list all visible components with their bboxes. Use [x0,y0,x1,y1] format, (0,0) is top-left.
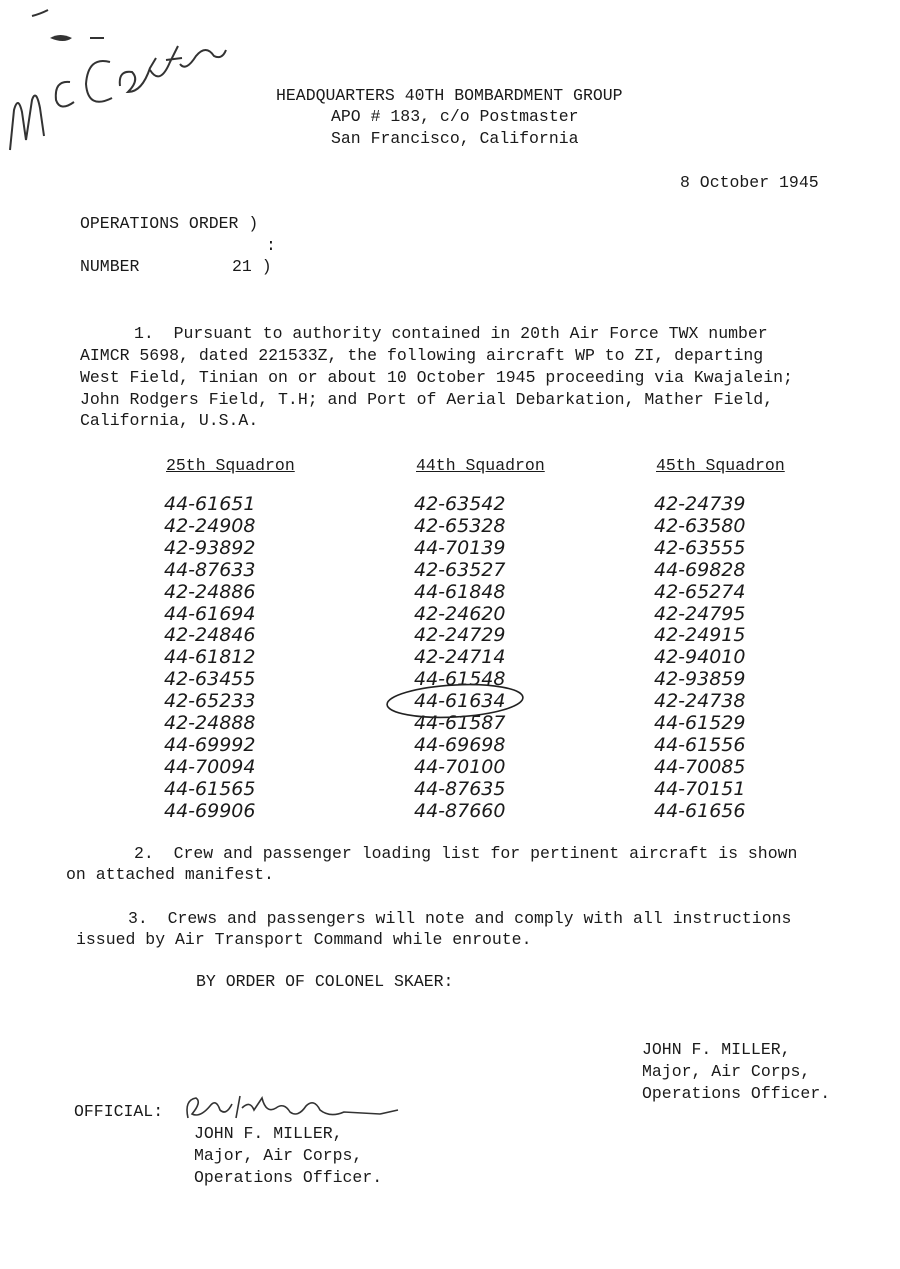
aircraft-serial: 42-63580 [654,514,746,537]
by-order-line: BY ORDER OF COLONEL SKAER: [196,972,454,991]
official-name: JOHN F. MILLER, [194,1124,343,1143]
header-line-3: San Francisco, California [331,129,579,148]
aircraft-serial: 44-61651 [164,493,256,515]
aircraft-serial: 44-70094 [164,755,256,778]
aircraft-serial: 42-65328 [414,514,506,537]
order-number-value: 21 ) [232,257,272,276]
aircraft-serial: 44-61529 [654,712,746,734]
aircraft-serial: 44-61848 [414,580,506,603]
aircraft-serial: 44-61565 [164,777,256,800]
aircraft-serial: 42-24714 [414,646,506,669]
aircraft-serial: 42-24620 [414,602,506,625]
official-label: OFFICIAL: [74,1102,164,1121]
signer-rank: Major, Air Corps, [642,1062,811,1081]
aircraft-serial: 42-93892 [164,536,256,559]
aircraft-serial: 44-87633 [164,558,256,581]
para1-line-4: John Rodgers Field, T.H; and Port of Aerial Debarkation, Mather Field, [80,390,774,409]
aircraft-serial: 44-61694 [164,602,256,625]
order-colon: : [266,236,276,255]
aircraft-serial: 44-61656 [654,799,746,822]
signer-name: JOHN F. MILLER, [642,1040,791,1059]
aircraft-serial: 42-24888 [164,712,256,734]
aircraft-serial: 44-61587 [414,712,506,734]
squadron-45-header: 45th Squadron [656,456,785,475]
aircraft-serial: 42-65233 [164,690,256,713]
document-date: 8 October 1945 [680,173,819,192]
operations-order-label: OPERATIONS ORDER ) [80,214,259,233]
aircraft-serial: 44-70139 [414,536,506,559]
para1-line-3: West Field, Tinian on or about 10 October 1945 proceeding via Kwajalein; [80,368,793,387]
aircraft-serial: 42-94010 [654,646,746,669]
para3-line-2: issued by Air Transport Command while enroute. [76,930,532,949]
aircraft-serial: 42-24886 [164,580,256,603]
aircraft-serial: 42-63555 [654,536,746,559]
para3-line-1: 3. Crews and passengers will note and comply with all instructions [128,909,792,928]
aircraft-serial: 44-70085 [654,755,746,778]
para1-line-1: 1. Pursuant to authority contained in 20th Air Force TWX number [134,324,768,343]
aircraft-serial: 44-69828 [654,558,746,581]
aircraft-serial: 42-24729 [414,624,506,647]
circled-serial-mark [384,681,534,721]
aircraft-serial: 44-69906 [164,799,256,822]
order-number-label: NUMBER [80,257,140,276]
para1-line-2: AIMCR 5698, dated 221533Z, the following aircraft WP to ZI, departing [80,346,764,365]
aircraft-serial: 42-24846 [164,624,256,647]
para2-line-1: 2. Crew and passenger loading list for pertinent aircraft is shown [134,844,798,863]
aircraft-serial: 44-87635 [414,777,506,800]
para2-line-2: on attached manifest. [66,865,274,884]
aircraft-serial: 44-69992 [164,733,256,756]
aircraft-serial: 42-93859 [654,668,746,691]
header-line-2: APO # 183, c/o Postmaster [331,107,579,126]
aircraft-serial: 42-65274 [654,580,746,603]
signer-title: Operations Officer. [642,1084,831,1103]
official-rank: Major, Air Corps, [194,1146,363,1165]
aircraft-serial: 42-63455 [164,668,256,691]
aircraft-serial: 44-69698 [414,733,506,756]
aircraft-serial: 42-63542 [414,493,506,515]
aircraft-serial: 44-61548 [414,668,506,691]
aircraft-serial: 44-70151 [654,777,746,800]
aircraft-serial: 42-24739 [654,493,746,515]
aircraft-serial: 44-87660 [414,799,506,822]
handwritten-signature [180,1088,420,1128]
aircraft-serial: 42-24908 [164,514,256,537]
para1-line-5: California, U.S.A. [80,411,259,430]
header-line-1: HEADQUARTERS 40TH BOMBARDMENT GROUP [276,86,623,105]
aircraft-serial: 42-24795 [654,602,746,625]
handwritten-margin-note [0,0,240,160]
official-title: Operations Officer. [194,1168,383,1187]
aircraft-serial: 42-24738 [654,690,746,713]
aircraft-serial: 44-61812 [164,646,256,669]
squadron-25-header: 25th Squadron [166,456,295,475]
squadron-44-header: 44th Squadron [416,456,545,475]
aircraft-serial: 44-70100 [414,755,506,778]
aircraft-serial: 42-63527 [414,558,506,581]
aircraft-serial: 44-61556 [654,733,746,756]
aircraft-serial: 44-61634 [414,690,506,713]
aircraft-serial: 42-24915 [654,624,746,647]
